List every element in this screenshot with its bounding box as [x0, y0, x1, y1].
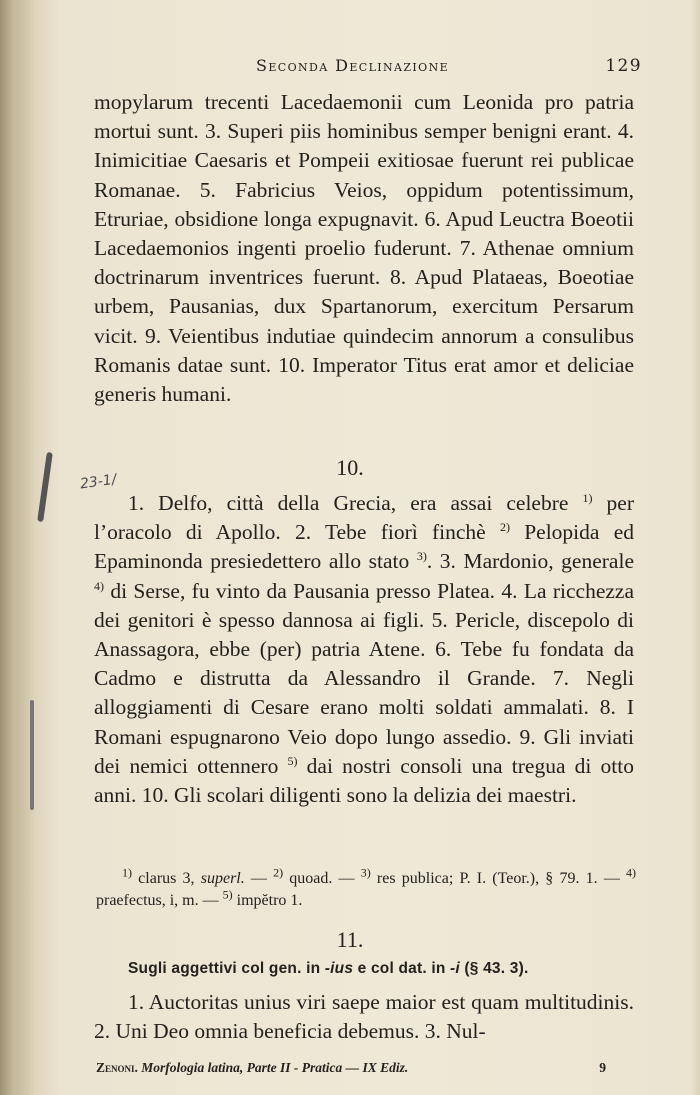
fn-mark-3: 3) — [360, 865, 371, 880]
section-10-paragraph — [94, 489, 634, 810]
s10-part-1: per l’oracolo di Apollo. 2. Tebe fiorì finchè — [94, 491, 634, 545]
section-10-heading: 10. — [336, 455, 364, 480]
fn-dash: — — [244, 870, 274, 887]
fn-italic: superl. — [200, 870, 245, 887]
subtitle-part-4: (§ 43. 3). — [459, 960, 529, 977]
running-head — [96, 52, 642, 78]
page-footer — [96, 1060, 606, 1076]
subtitle-part-0: Sugli aggettivi col gen. in — [128, 960, 325, 977]
page-number: 129 — [605, 56, 642, 76]
footnote-ref-4: 4) — [94, 578, 104, 593]
fn-mark-5: 5) — [222, 887, 233, 902]
section-11-subtitle — [128, 960, 688, 978]
footer-signature: 9 — [599, 1060, 606, 1075]
fn-text-2: quoad. — — [283, 870, 361, 887]
fn-mark-2: 2) — [273, 865, 284, 880]
footnotes — [96, 865, 637, 912]
s10-part-4: di Serse, fu vinto da Pausania presso Platea. 4. La ricchezza dei genitori è spesso dannosa ai figli. 5. Pericle, discepolo di Anassagora, ebbe (per) patria Atene. 6. Tebe fu fondata da Cadmo e distrutta da Alessandro il Grande. 7. Negli alloggiamenti di Cesare erano molti soldati ammalati. 8. I Romani espugnarono Veio dopo lungo assedio. 9. Gli inviati dei nemici ottennero — [94, 578, 634, 778]
footnote-ref-1: 1) — [582, 490, 593, 505]
fn-text-3: res publica; P. I. (Teor.), § 79. 1. — — [370, 870, 627, 887]
footnote-ref-2: 2) — [499, 520, 510, 535]
section-9-continued — [94, 88, 634, 409]
subtitle-part-2: e col dat. in — [353, 960, 451, 977]
footer-book-title: Morfologia latina, Parte II - Pratica — IX Ediz. — [141, 1060, 409, 1075]
section-10-text — [94, 489, 634, 810]
subtitle-part-1: -ius — [324, 960, 354, 977]
handwritten-margin-note: 23-1/ — [79, 471, 118, 493]
subtitle-part-3: -i — [450, 960, 460, 977]
pencil-margin-mark — [30, 700, 34, 810]
fn-text-4: praefectus, i, m. — — [96, 892, 223, 909]
fn-text-5: impĕtro 1. — [232, 892, 303, 909]
section-11-heading: 11. — [336, 927, 364, 952]
running-head-title: Seconda Declinazione — [256, 56, 450, 75]
footnote-ref-5: 5) — [287, 753, 298, 768]
s10-part-2: Pelopida ed Epaminonda presiedettero allo stato — [94, 520, 634, 574]
s10-part-5: dai nostri consoli una tregua di otto anni. 10. Gli scolari diligenti sono la delizia dei maestri. — [94, 753, 635, 808]
fn-mark-1: 1) — [122, 865, 132, 880]
fn-text-1: clarus 3, — [132, 870, 201, 887]
s10-part-3: . 3. Mardonio, generale — [426, 549, 634, 574]
footnote-paragraph — [96, 865, 637, 912]
footer-author: Zenoni. — [96, 1060, 138, 1075]
section-11-text — [94, 988, 634, 1046]
footnote-ref-3: 3) — [416, 549, 427, 564]
s10-part-0: 1. Delfo, città della Grecia, era assai celebre — [128, 491, 583, 515]
section-11-paragraph: 1. Auctoritas unius viri saepe maior est quam multitudinis. 2. Uni Deo omnia beneficia debemus. 3. Nul- — [94, 990, 634, 1044]
section-9-text: mopylarum trecenti Lacedaemonii cum Leonida pro patria mortui sunt. 3. Superi piis hominibus semper benigni erant. 4. Inimicitiae Caesaris et Pompeii exitiosae fuerunt rei publicae Romanae. 5. Fabricius Veios, oppidum potentissimum, Etruriae, obsidione longa expugnavit. 6. Apud Leuctra Boeotii Lacedaemonios ingenti proelio fuderunt. 7. Athenae omnium doctrinarum inventrices fuerunt. 8. Apud Plataeas, Boeotiae urbem, Pausanias, dux Spartanorum, exercitum Persarum vicit. 9. Veientibus indutiae quindecim annorum a consulibus Romanis datae sunt. 10. Imperator Titus erat amor et deliciae generis humani. — [94, 90, 634, 407]
fn-mark-4: 4) — [626, 865, 637, 880]
